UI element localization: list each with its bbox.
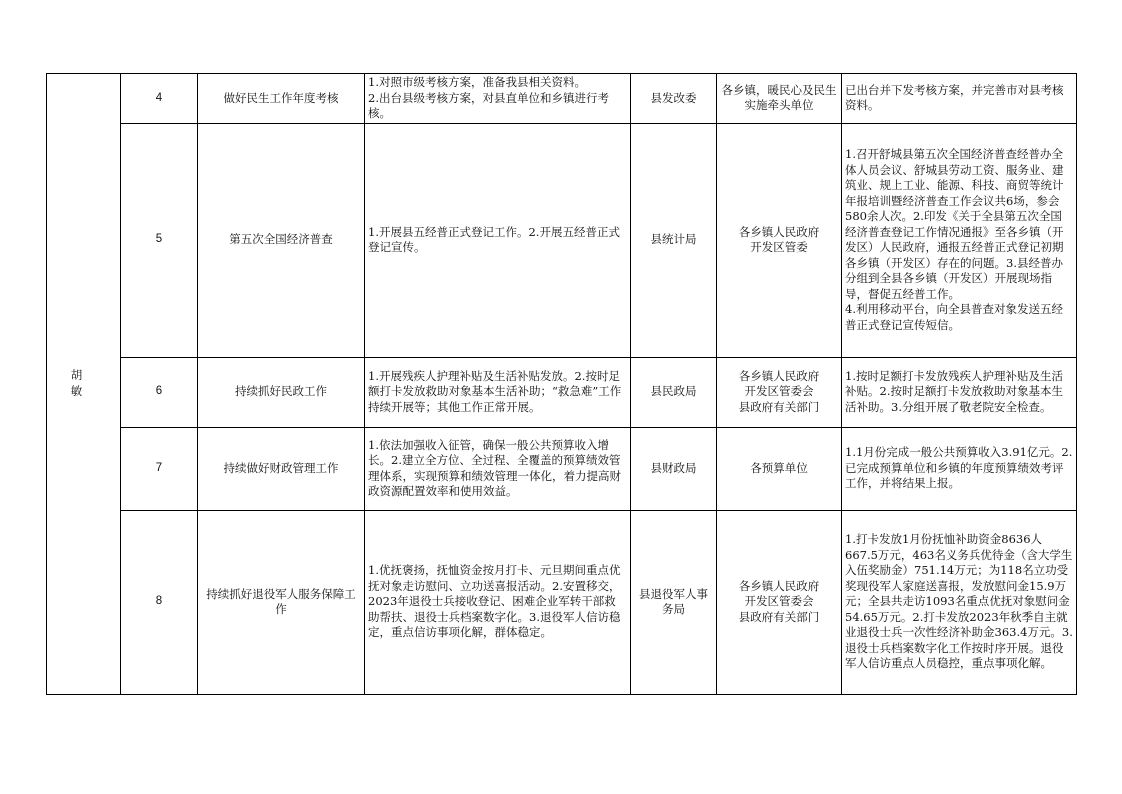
task-title: 持续抓好民政工作 [198,357,365,427]
responsible-units-text: 各乡镇人民政府 开发区管委会 县政府有关部门 [738,578,820,624]
table-row [47,74,1077,124]
task-title: 做好民生工作年度考核 [198,74,365,124]
responsible-units: 各预算单位 [717,427,842,510]
table-row [47,357,1077,427]
row-number: 7 [121,427,198,510]
responsible-units-text: 各乡镇，暖民心及民生实施牵头单位 [721,82,837,113]
lead-unit: 县民政局 [631,357,717,427]
table-row [47,427,1077,510]
row-number: 4 [121,74,198,124]
table-row [47,123,1077,357]
progress-text: 1.1月份完成一般公共预算收入3.91亿元。2.已完成预算单位和乡镇的年度预算绩效考评工作，并将结果上报。 [842,427,1077,510]
task-content: 1.开展残疾人护理补贴及生活补贴发放。2.按时足额打卡发放救助对象基本生活补助；“救急难”工作持续开展等；其他工作正常开展。 [365,357,631,427]
responsible-units [717,357,842,427]
responsible-units [717,74,842,124]
task-content [365,74,631,124]
progress-text [842,123,1077,357]
task-content: 1.开展县五经普正式登记工作。2.开展五经普正式登记宣传。 [365,123,631,357]
lead-unit: 县统计局 [631,123,717,357]
task-title: 持续做好财政管理工作 [198,427,365,510]
progress-text: 已出台并下发考核方案，并完善市对县考核资料。 [842,74,1077,124]
responsible-units-text: 各乡镇人民政府 开发区管委 [738,224,820,254]
row-number: 5 [121,123,198,357]
progress-text: 1.按时足额打卡发放残疾人护理补贴及生活补贴。2.按时足额打卡发放救助对象基本生活补助。3.分组开展了敬老院安全检查。 [842,357,1077,427]
responsible-units [717,510,842,694]
task-title: 第五次全国经济普查 [198,123,365,357]
responsible-units [717,123,842,357]
lead-unit: 县财政局 [631,427,717,510]
progress-text: 1.打卡发放1月份抚恤补助资金8636人667.5万元，463名义务兵优待金（含大学生入伍奖励金）751.14万元；为118名立功受奖现役军人家庭送喜报，发放慰问金15.9万元；全县共走访1093名重点优抚对象慰问金54.65万元。2.打卡发放2023年秋季自主就业退役士兵一次性经济补助金363.4万元。3.退役士兵档案数字化工作按时序开展。退役军人信访重点人员稳控，重点事项化解。 [842,510,1077,694]
lead-unit: 县发改委 [631,74,717,124]
progress-text-content: 1.召开舒城县第五次全国经济普查经普办全体人员会议、舒城县劳动工资、服务业、建筑业、规上工业、能源、科技、商贸等统计年报培训暨经济普查工作会议共6场，参会580余人次。2.印发《关于全县第五次全国经济普查登记工作情况通报》至各乡镇（开发区）人民政府，通报五经普正式登记初期各乡镇（开发区）存在的问题。3.县经普办分组到全县各乡镇（开发区）开展现场指导，督促五经普工作。 4.利用移动平台，向全县普查对象发送五经普正式登记宣传短信。 [845,147,1064,332]
task-content: 1.优抚褒扬，抚恤资金按月打卡、元旦期间重点优抚对象走访慰问、立功送喜报活动。2.安置移交，2023年退役士兵接收登记、困难企业军转干部救助帮扶、退役士兵档案数字化。3.退役军人信访稳定，重点信访事项化解，群体稳定。 [365,510,631,694]
responsible-leader-name: 胡 敏 [47,74,121,695]
row-number: 6 [121,357,198,427]
task-content-text: 1.对照市级考核方案，准备我县相关资料。 2.出台县级考核方案，对县直单位和乡镇进行考核。 [368,75,609,120]
work-progress-table [46,73,1077,695]
lead-unit: 县退役军人事务局 [631,510,717,694]
table-row [47,510,1077,694]
responsible-units-text: 各乡镇人民政府 开发区管委会 县政府有关部门 [738,368,820,414]
task-title: 持续抓好退役军人服务保障工作 [198,510,365,694]
row-number: 8 [121,510,198,694]
task-content: 1.依法加强收入征管，确保一般公共预算收入增长。2.建立全方位、全过程、全覆盖的预算绩效管理体系，实现预算和绩效管理一体化，着力提高财政资源配置效率和使用效益。 [365,427,631,510]
